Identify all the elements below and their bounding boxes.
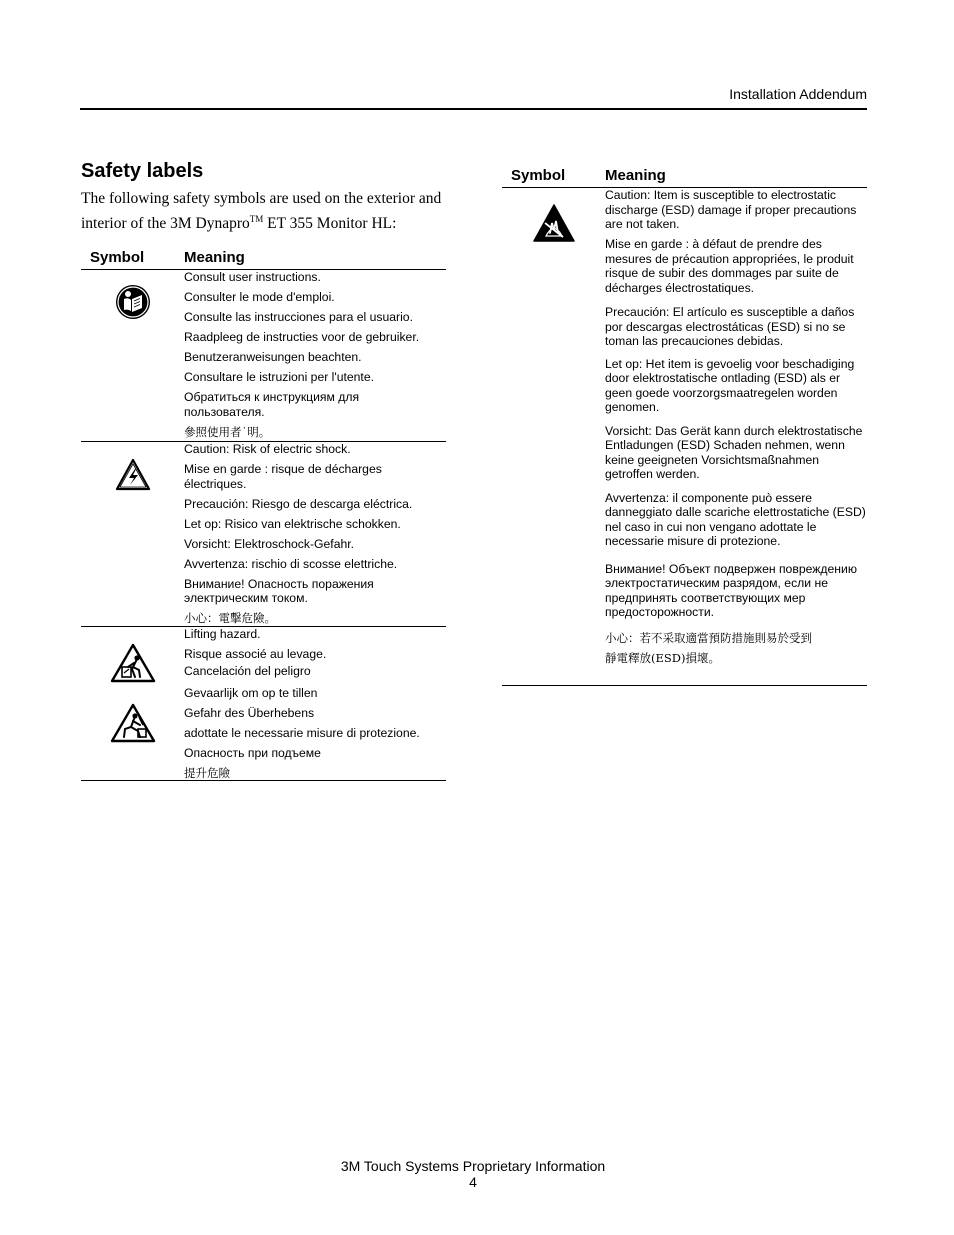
section-title: Safety labels — [81, 160, 204, 182]
meaning-es: Precaución: El artículo es susceptible a daños por descargas electrostáticas (ESD) si no se toman las precauciones debidas. — [605, 305, 855, 348]
safety-labels-table-left — [81, 248, 446, 781]
meaning-header: Meaning — [605, 166, 867, 188]
symbol-header: Symbol — [502, 166, 605, 188]
meaning-cell — [184, 626, 446, 781]
footer-text: 3M Touch Systems Proprietary Information — [340, 1158, 606, 1174]
header-divider — [80, 108, 867, 110]
symbol-cell — [502, 188, 605, 686]
meaning-en: Caution: Risk of electric shock. — [184, 442, 351, 456]
meaning-es: Consulte las instrucciones para el usuario. — [184, 310, 413, 324]
meaning-it: Avvertenza: il componente può essere danneggiato dalle scariche elettrostatiche (ESD) nel caso in cui non vengano adottate le necessarie misure di protezione. — [605, 490, 866, 548]
meaning-de: Vorsicht: Elektroschock-Gefahr. — [184, 536, 355, 551]
meaning-zh: 小心：若不采取適當預防措施則易於受到靜電釋放(ESD)損壞。 — [605, 630, 812, 665]
meaning-cell — [184, 270, 446, 442]
meaning-ru: Внимание! Объект подвержен повреждению электростатическим разрядом, если не предпринять соответствующих мер предосторожности. — [605, 561, 857, 619]
table-row — [81, 626, 446, 781]
meaning-ru: Опасность при подъеме — [184, 745, 321, 760]
meaning-ru: Внимание! Опасность поражения электрическим током. — [184, 576, 374, 605]
meaning-fr: Risque associé au levage. — [184, 646, 327, 661]
meaning-it: Consultare le istruzioni per l'utente. — [184, 370, 374, 384]
meaning-fr: Mise en garde : à défaut de prendre des mesures de précaution appropriées, le produit risque de subir des dommages par suite de décharges électrostatiques. — [605, 237, 854, 295]
table-row — [502, 188, 867, 686]
table-row — [81, 270, 446, 442]
symbol-cell — [81, 442, 184, 627]
meaning-nl: Gevaarlijk om op te tillen — [184, 685, 318, 700]
meaning-zh: 提升危險 — [184, 765, 230, 780]
meaning-cell — [184, 442, 446, 627]
meaning-nl: Let op: Het item is gevoelig voor beschadiging door elektrostatische ontlading (ESD) als er geen goede voorzorgsmaatregelen worden genomen. — [605, 356, 855, 414]
table-row — [81, 442, 446, 627]
meaning-zh: 參照使用者˙明。 — [184, 424, 271, 439]
symbol-cell — [81, 270, 184, 442]
meaning-it: Avvertenza: rischio di scosse elettriche. — [184, 556, 398, 571]
footer — [0, 1158, 946, 1190]
meaning-en: Caution: Item is susceptible to electrostatic discharge (ESD) damage if proper precautions are not taken. — [605, 188, 857, 231]
meaning-de: Gefahr des Überhebens — [184, 705, 315, 720]
meaning-en: Lifting hazard. — [184, 626, 261, 641]
electric-shock-icon — [115, 458, 151, 492]
meaning-cell — [605, 188, 867, 686]
manual-icon — [115, 284, 151, 320]
safety-labels-table-right — [502, 166, 867, 686]
intro-text-end: ET 355 Monitor HL: — [263, 215, 397, 232]
page-number: 4 — [469, 1174, 477, 1190]
meaning-es: Cancelación del peligro — [184, 664, 311, 678]
meaning-en: Consult user instructions. — [184, 270, 321, 284]
right-column — [502, 166, 867, 686]
meaning-header: Meaning — [184, 248, 446, 270]
trademark: TM — [249, 214, 264, 224]
intro-paragraph — [81, 188, 446, 234]
intro-text: The following safety symbols are used on the exterior and interior of the 3M Dynapro — [81, 190, 442, 232]
left-column — [81, 158, 446, 781]
meaning-fr: Mise en garde : risque de décharges électriques. — [184, 462, 382, 491]
meaning-fr: Consulter le mode d'emploi. — [184, 290, 335, 304]
meaning-es: Precaución: Riesgo de descarga eléctrica. — [184, 496, 413, 511]
lifting-hazard-icon — [110, 643, 156, 683]
meaning-de: Vorsicht: Das Gerät kann durch elektrostatische Entladungen (ESD) Schaden nehmen, wenn keine geeigneten Vorsichtsmaßnahmen getroffen werden. — [605, 423, 863, 481]
lifting-hazard-icon — [110, 703, 156, 743]
meaning-zh: 小心：電擊危險。 — [184, 611, 276, 625]
meaning-ru: Обратиться к инструкциям для пользователя. — [184, 390, 360, 419]
symbol-cell — [81, 626, 184, 781]
meaning-de: Benutzeranweisungen beachten. — [184, 350, 362, 364]
meaning-it: adottate le necessarie misure di protezione. — [184, 725, 420, 740]
meaning-nl: Raadpleeg de instructies voor de gebruiker. — [184, 330, 420, 344]
esd-warning-icon — [532, 203, 576, 243]
meaning-nl: Let op: Risico van elektrische schokken. — [184, 516, 401, 531]
symbol-header: Symbol — [81, 248, 184, 270]
running-header: Installation Addendum — [729, 86, 867, 102]
